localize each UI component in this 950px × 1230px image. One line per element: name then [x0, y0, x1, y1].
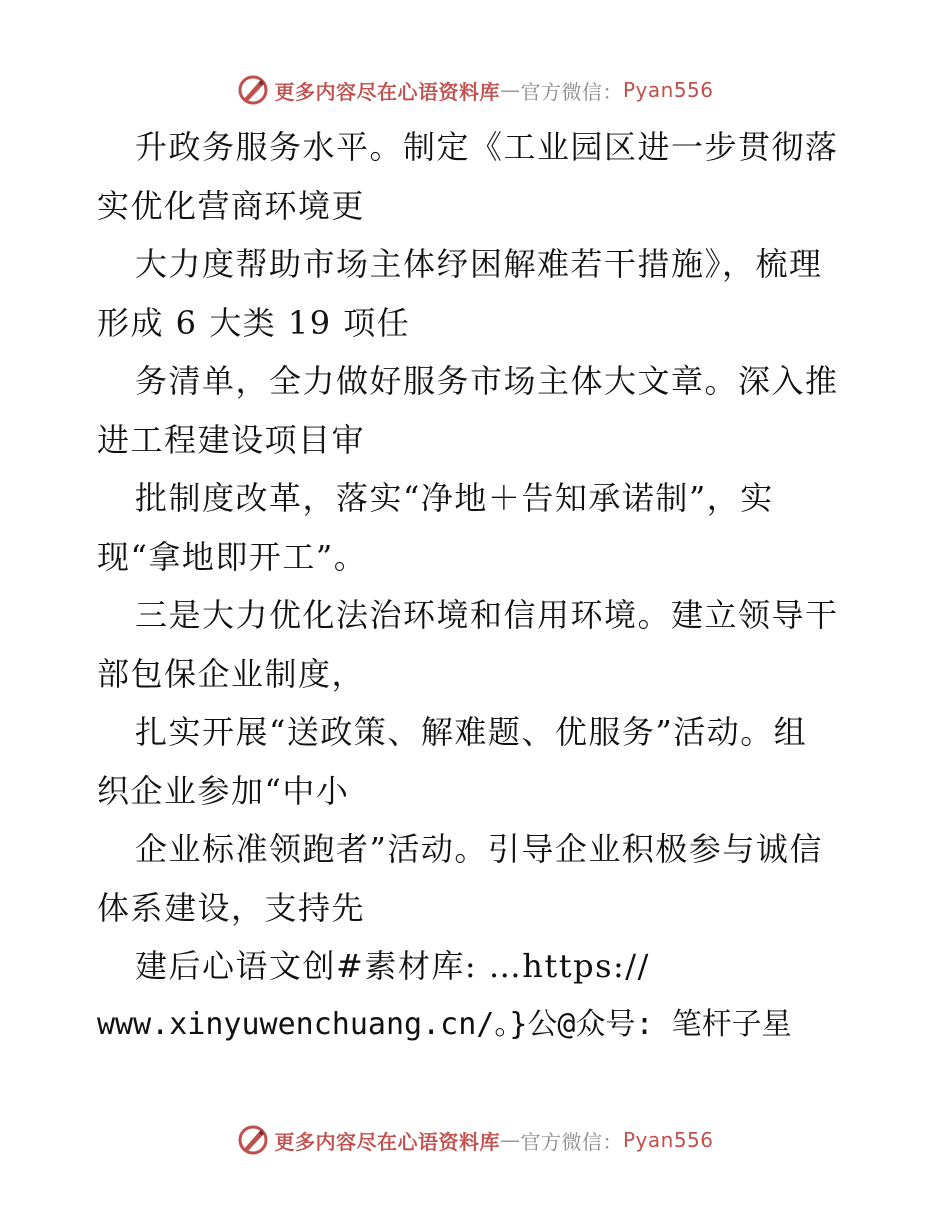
watermark-separator: — [499, 78, 521, 102]
body-text-line: 形成 6 大类 19 项任 [97, 303, 411, 342]
watermark-wechat-id: Pyan556 [622, 1128, 714, 1152]
watermark-official-label: 官方微信： [520, 1129, 623, 1154]
body-text-line: 实优化营商环境更 [97, 186, 366, 225]
body-text-line: www.xinyuwenchuang.cn/。}公@众号: 笔杆子星 [97, 1006, 792, 1042]
body-text-line: 建后心语文创#素材库: …https:// [135, 947, 650, 985]
watermark-header [0, 70, 950, 110]
watermark-official-label: 官方微信： [520, 79, 623, 104]
body-text-line: 三是大力优化法治环境和信用环境。建立领导干 [135, 596, 839, 634]
body-text-line: 大力度帮助市场主体纾困解难若干措施》，梳理 [135, 245, 823, 283]
body-text-line: 升政务服务水平。制定《工业园区进一步贯彻落 [135, 128, 839, 166]
body-text-line: 现“拿地即开工”。 [97, 537, 368, 576]
body-text-line: 批制度改革，落实“净地＋告知承诺制”，实 [135, 479, 774, 517]
body-text-line: 织企业参加“中小 [97, 771, 350, 810]
pen-circle-logo-icon [236, 1123, 270, 1157]
watermark-footer [0, 1120, 950, 1160]
watermark-main-text: 更多内容尽在心语资料库 [274, 79, 500, 104]
watermark-wechat-id: Pyan556 [622, 78, 714, 102]
body-text-line: 部包保企业制度， [97, 654, 366, 693]
body-text-line: 扎实开展“送政策、解难题、优服务”活动。组 [135, 713, 808, 751]
pen-circle-logo-icon [236, 73, 270, 107]
body-text-line: 企业标准领跑者”活动。引导企业积极参与诚信 [135, 830, 823, 868]
body-text-line: 进工程建设项目审 [97, 420, 366, 459]
document-body [97, 118, 897, 1054]
body-text-line: 体系建设，支持先 [97, 888, 366, 927]
body-text-line: 务清单，全力做好服务市场主体大文章。深入推 [135, 362, 839, 400]
watermark-main-text: 更多内容尽在心语资料库 [274, 1129, 500, 1154]
watermark-separator: — [499, 1128, 521, 1152]
